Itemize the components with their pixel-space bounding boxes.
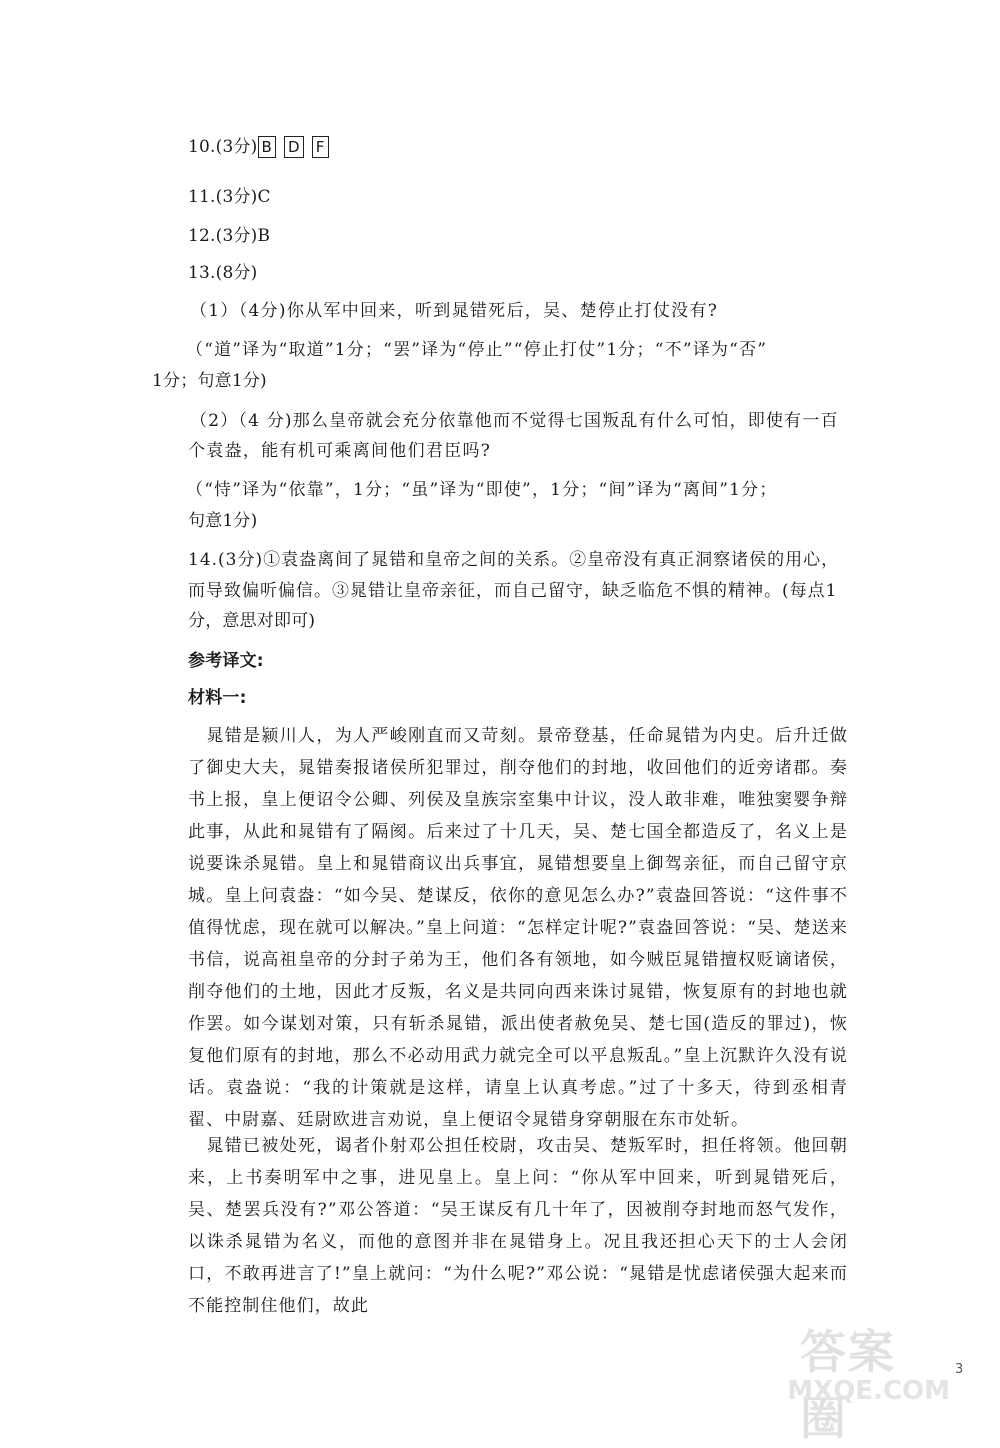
site-watermark: [787, 1316, 950, 1445]
watermark-url-text: MXQE.COM: [787, 1376, 950, 1406]
answer-q13-1-note-line2: 1分；句意1分): [152, 371, 267, 391]
answer-q13-2-line1: （2）（4 分)那么皇帝就会充分依靠他而不觉得七国叛乱有什么可怕，即使有一百: [190, 411, 839, 431]
translation-paragraph-2: 晁错已被处死，谒者仆射邓公担任校尉，攻击吴、楚叛军时，担任将领。他回朝来，上书奏明军中之事，进见皇上。皇上问：“你从军中回来，听到晁错死后，吴、楚罢兵没有?”邓公答道：“吴王谋反有几十年了，因被削夺封地而怒气发作，以诛杀晁错为名义，而他的意图并非在晁错身上。况且我还担心天下的士人会闭口，不敢再进言了!”皇上就问：“为什么呢?”邓公说：“晁错是忧虑诸侯强大起来而不能控制住他们，故此: [188, 1136, 848, 1316]
answer-q10: [188, 136, 337, 158]
answer-q11: 11.(3分)C: [188, 187, 271, 207]
answer-q13: 13.(8分): [188, 263, 258, 283]
translation-heading: 参考译文:: [188, 651, 264, 671]
page-number: 3: [955, 1362, 964, 1377]
answer-q14-line3: 分，意思对即可): [188, 611, 316, 631]
answer-q14-line2: 而导致偏听偏信。③晁错让皇帝亲征，而自己留守，缺乏临危不惧的精神。(每点1: [188, 581, 838, 601]
answer-q14-line1: 14.(3分)①袁盎离间了晁错和皇帝之间的关系。②皇帝没有真正洞察诸侯的用心，: [188, 550, 840, 570]
q10-option-f: F: [312, 136, 329, 158]
answer-q13-1-note-line1: （“道”译为“取道”1分；“罢”译为“停止”“停止打仗”1分；“不”译为“否”: [186, 340, 768, 360]
answer-q13-1: （1）（4分)你从军中回来，听到晁错死后，吴、楚停止打仗没有?: [190, 301, 719, 321]
translation-paragraph-1: 晁错是颍川人，为人严峻刚直而又苛刻。景帝登基，任命晁错为内史。后升迁做了御史大夫，晁错奏报诸侯所犯罪过，削夺他们的封地，收回他们的近旁诸郡。奏书上报，皇上便诏令公卿、列侯及皇族宗室集中计议，没人敢非难，唯独窦婴争辩此事，从此和晁错有了隔阂。后来过了十几天，吴、楚七国全都造反了，名义上是说要诛杀晁错。皇上和晁错商议出兵事宜，晁错想要皇上御驾亲征，而自己留守京城。皇上问袁盎：“如今吴、楚谋反，依你的意见怎么办?”袁盎回答说：“这件事不值得忧虑，现在就可以解决。”皇上问道：“怎样定计呢?”袁盎回答说：“吴、楚送来书信，说高祖皇帝的分封子弟为王，他们各有领地，如今贼臣晁错擅权贬谪诸侯，削夺他们的土地，因此才反叛，名义是共同向西来诛讨晁错，恢复原有的封地也就作罢。如今谋划对策，只有斩杀晁错，派出使者赦免吴、楚七国(造反的罪过)，恢复他们原有的封地，那么不必动用武力就完全可以平息叛乱。”皇上沉默许久没有说话。袁盎说：“我的计策就是这样，请皇上认真考虑。”过了十多天，待到丞相青翟、中尉嘉、廷尉欧进言劝说，皇上便诏令晁错身穿朝服在东市处斩。: [188, 726, 848, 1130]
q10-option-d: D: [284, 136, 304, 158]
q10-prefix: 10.(3分): [188, 137, 258, 157]
answer-q13-2-line2: 个袁盎，能有机可乘离间他们君臣吗?: [188, 441, 492, 461]
answer-q12: 12.(3分)B: [188, 226, 271, 246]
q10-option-b: B: [258, 136, 277, 158]
watermark-logo-text: 答案圈: [800, 1325, 896, 1445]
answer-q13-2-note-line2: 句意1分): [188, 511, 258, 531]
material-one-title: 材料一:: [188, 688, 247, 708]
answer-q13-2-note-line1: （“恃”译为“依靠”，1分；“虽”译为“即使”，1分；“间”译为“离间”1分；: [186, 480, 778, 500]
